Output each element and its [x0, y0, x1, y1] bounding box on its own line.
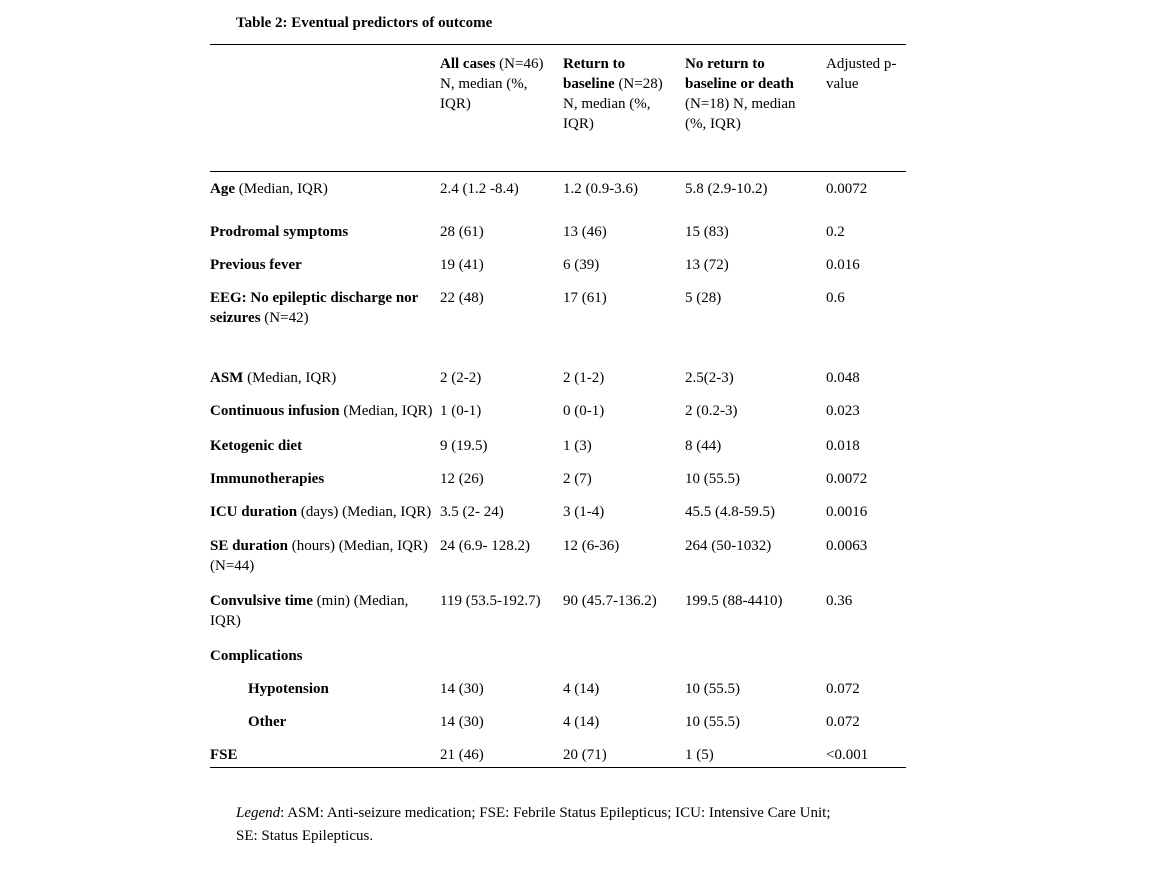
cell-value: 22 (48)	[440, 290, 484, 306]
table-row	[210, 172, 906, 223]
cell-value: 2 (7)	[563, 471, 592, 487]
row-label: Previous fever	[210, 257, 302, 273]
cell-value: 19 (41)	[440, 257, 484, 273]
column-header-predictor	[210, 45, 440, 172]
cell-value: 0.072	[826, 714, 860, 730]
cell-value: 0.0016	[826, 504, 868, 520]
table-row	[210, 222, 906, 255]
cell-value	[563, 646, 685, 679]
cell-value: 10 (55.5)	[685, 714, 740, 730]
table-block	[210, 13, 910, 848]
table-legend	[236, 802, 848, 848]
legend-text: : ASM: Anti-seizure medication; FSE: Febrile Status Epilepticus; ICU: Intensive Care Unit; SE: Status Epilepticus.	[236, 805, 831, 844]
table-row	[210, 436, 906, 469]
cell-value: 4 (14)	[563, 681, 600, 697]
table-row	[210, 469, 906, 502]
cell-value: 2.5(2-3)	[685, 370, 734, 386]
cell-value: 21 (46)	[440, 747, 484, 763]
cell-value: 20 (71)	[563, 747, 607, 763]
cell-value: 0.36	[826, 593, 853, 609]
cell-value: 2 (1-2)	[563, 370, 605, 386]
row-label: ICU duration (days) (Median, IQR)	[210, 504, 432, 520]
cell-value: 0.2	[826, 224, 845, 240]
table-row	[210, 712, 906, 745]
row-label: Immunotherapies	[210, 471, 325, 487]
table-row	[210, 502, 906, 536]
cell-value: 24 (6.9- 128.2)	[440, 538, 530, 554]
table-row	[210, 288, 906, 368]
row-label: FSE	[210, 747, 238, 763]
row-label: Other	[248, 714, 287, 730]
cell-value: 0.016	[826, 257, 860, 273]
cell-value: 12 (6-36)	[563, 538, 620, 554]
column-header-no-return-to-baseline-or-death: No return to baseline or death (N=18) N, median (%, IQR)	[685, 45, 826, 172]
table-row	[210, 591, 906, 646]
cell-value: 3.5 (2- 24)	[440, 504, 504, 520]
cell-value: 0.072	[826, 681, 860, 697]
outcome-predictors-table	[210, 44, 906, 768]
cell-value: 15 (83)	[685, 224, 729, 240]
column-header-return-to-baseline: Return to baseline (N=28) N, median (%, IQR)	[563, 45, 685, 172]
table-row	[210, 646, 906, 679]
row-label: EEG: No epileptic discharge nor seizures (N=42)	[210, 290, 419, 326]
cell-value: 45.5 (4.8-59.5)	[685, 504, 775, 520]
cell-value: 2 (0.2-3)	[685, 403, 738, 419]
cell-value: 13 (46)	[563, 224, 607, 240]
cell-value: 1 (5)	[685, 747, 714, 763]
cell-value: 0.023	[826, 403, 860, 419]
cell-value: 28 (61)	[440, 224, 484, 240]
table-row	[210, 745, 906, 768]
row-label: Prodromal symptoms	[210, 224, 349, 240]
cell-value	[826, 646, 906, 679]
cell-value: 14 (30)	[440, 681, 484, 697]
table-caption: Table 2: Eventual predictors of outcome	[236, 15, 493, 31]
cell-value: 17 (61)	[563, 290, 607, 306]
cell-value: 10 (55.5)	[685, 471, 740, 487]
cell-value: 12 (26)	[440, 471, 484, 487]
cell-value	[685, 646, 826, 679]
cell-value: 1 (3)	[563, 438, 592, 454]
table-row	[210, 401, 906, 436]
cell-value: 10 (55.5)	[685, 681, 740, 697]
cell-value: 0 (0-1)	[563, 403, 605, 419]
cell-value: 199.5 (88-4410)	[685, 593, 783, 609]
cell-value: 6 (39)	[563, 257, 600, 273]
cell-value: 264 (50-1032)	[685, 538, 772, 554]
cell-value: 14 (30)	[440, 714, 484, 730]
cell-value: 2.4 (1.2 -8.4)	[440, 181, 519, 197]
cell-value	[440, 646, 563, 679]
row-label: Continuous infusion (Median, IQR)	[210, 403, 433, 419]
table-row	[210, 536, 906, 591]
table-header-row	[210, 45, 906, 172]
cell-value: 0.048	[826, 370, 860, 386]
cell-value: 0.018	[826, 438, 860, 454]
cell-value: 0.6	[826, 290, 845, 306]
column-header-all-cases: All cases (N=46) N, median (%, IQR)	[440, 45, 563, 172]
table-row	[210, 679, 906, 712]
cell-value: 0.0072	[826, 181, 868, 197]
cell-value: 5.8 (2.9-10.2)	[685, 181, 768, 197]
cell-value: 9 (19.5)	[440, 438, 488, 454]
cell-value: 0.0072	[826, 471, 868, 487]
cell-value: 5 (28)	[685, 290, 722, 306]
row-label: SE duration (hours) (Median, IQR) (N=44)	[210, 538, 428, 574]
table-row	[210, 368, 906, 401]
cell-value: 90 (45.7-136.2)	[563, 593, 657, 609]
cell-value: <0.001	[826, 747, 869, 763]
cell-value: 3 (1-4)	[563, 504, 605, 520]
cell-value: 0.0063	[826, 538, 868, 554]
table-row	[210, 255, 906, 288]
row-label: Ketogenic diet	[210, 438, 303, 454]
row-label: Complications	[210, 648, 303, 664]
row-label: Hypotension	[248, 681, 329, 697]
cell-value: 1 (0-1)	[440, 403, 482, 419]
column-header-adjusted-p-value: Adjusted p-value	[826, 45, 906, 172]
row-label: Convulsive time (min) (Median, IQR)	[210, 593, 409, 629]
cell-value: 2 (2-2)	[440, 370, 482, 386]
legend-label: Legend	[236, 805, 281, 821]
cell-value: 119 (53.5-192.7)	[440, 593, 541, 609]
cell-value: 4 (14)	[563, 714, 600, 730]
cell-value: 1.2 (0.9-3.6)	[563, 181, 638, 197]
cell-value: 13 (72)	[685, 257, 729, 273]
row-label: ASM (Median, IQR)	[210, 370, 337, 386]
cell-value: 8 (44)	[685, 438, 722, 454]
row-label: Age (Median, IQR)	[210, 181, 328, 197]
